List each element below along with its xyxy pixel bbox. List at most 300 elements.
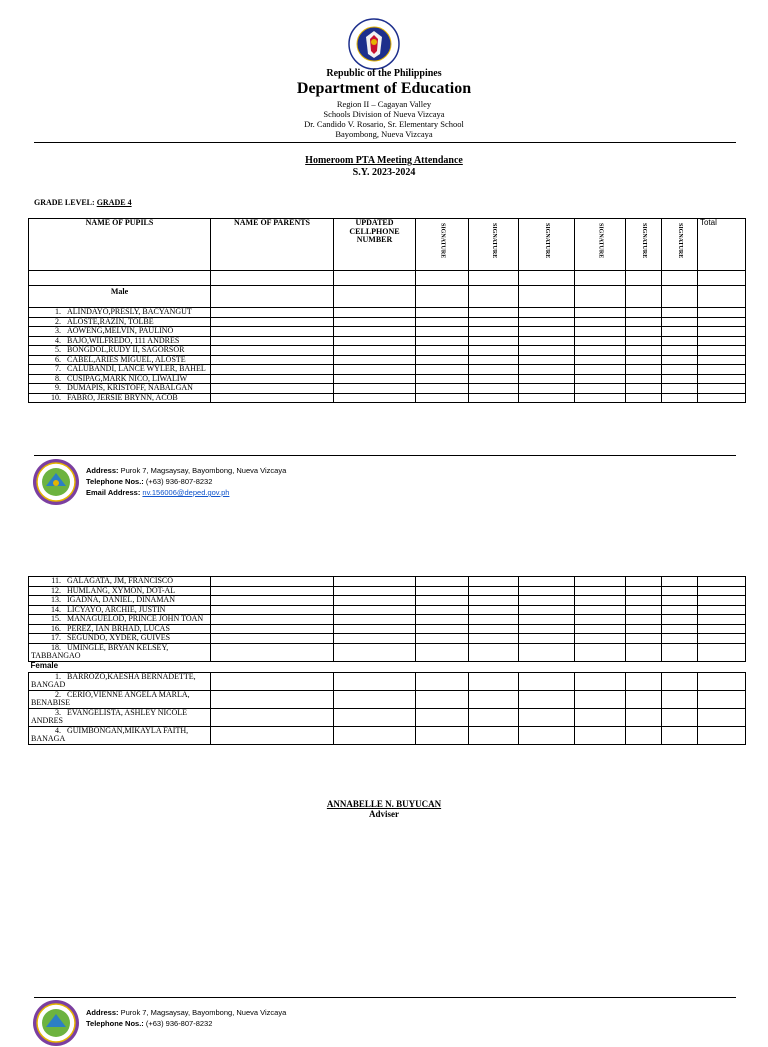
empty-cell: [626, 384, 662, 394]
table-row: [29, 374, 746, 384]
empty-cell: [575, 634, 626, 644]
empty-cell: [575, 615, 626, 625]
empty-cell: [662, 690, 698, 708]
empty-cell: [334, 726, 416, 744]
empty-cell: [519, 346, 575, 356]
header-pupils: NAME OF PUPILS: [29, 219, 211, 271]
empty-cell: [662, 355, 698, 365]
empty-cell: [334, 577, 416, 587]
header-signature-1: [416, 219, 469, 271]
pupil-name: GALAGATA, JM, FRANCISCO: [67, 576, 174, 585]
empty-cell: [211, 726, 334, 744]
empty-cell: [416, 624, 469, 634]
empty-cell: [334, 317, 416, 327]
empty-cell: [698, 317, 746, 327]
empty-cell: [469, 643, 519, 661]
table-row: [29, 624, 746, 634]
empty-cell: [519, 615, 575, 625]
empty-cell: [575, 726, 626, 744]
female-list: [29, 672, 746, 744]
empty-cell: [211, 643, 334, 661]
empty-cell: [211, 596, 334, 606]
empty-cell: [626, 643, 662, 661]
empty-cell: [334, 690, 416, 708]
empty-cell: [662, 624, 698, 634]
empty-cell: [416, 336, 469, 346]
header-signature-3: [519, 219, 575, 271]
header-total: Total: [698, 219, 746, 271]
empty-cell: [698, 336, 746, 346]
empty-cell: [211, 577, 334, 587]
empty-cell: [334, 708, 416, 726]
pupil-name-cell: [29, 384, 211, 394]
pupil-name-cell: [29, 346, 211, 356]
empty-cell: [416, 586, 469, 596]
empty-cell: [662, 308, 698, 318]
empty-cell: [334, 365, 416, 375]
empty-cell: [698, 586, 746, 596]
empty-cell: [334, 374, 416, 384]
table-row: [29, 577, 746, 587]
empty-cell: [211, 355, 334, 365]
empty-cell: [519, 374, 575, 384]
empty-cell: [211, 374, 334, 384]
empty-cell: [626, 615, 662, 625]
empty-cell: [626, 624, 662, 634]
empty-cell: [698, 672, 746, 690]
school-label: Dr. Candido V. Rosario, Sr. Elementary School: [304, 119, 464, 129]
empty-cell: [575, 672, 626, 690]
pupil-number: 18.: [51, 643, 61, 652]
empty-cell: [575, 308, 626, 318]
empty-cell: [334, 393, 416, 403]
footer-divider: [34, 455, 736, 456]
empty-cell: [416, 726, 469, 744]
empty-cell: [211, 615, 334, 625]
pupil-name: UMINGLE, BRYAN KELSEY, TABBANGAO: [31, 643, 169, 660]
empty-cell: [662, 672, 698, 690]
pupil-name-cell: [29, 690, 211, 708]
pupil-name-cell: [29, 643, 211, 661]
pupil-name: CERIO,VIENNE ANGELA MARLA, BENABISE: [31, 690, 190, 707]
table-row: [29, 643, 746, 661]
empty-cell: [334, 596, 416, 606]
pupil-name-cell: [29, 336, 211, 346]
signature-label: SIGNATURE: [490, 223, 497, 259]
empty-cell: [662, 643, 698, 661]
empty-cell: [334, 384, 416, 394]
empty-cell: [575, 374, 626, 384]
empty-cell: [469, 393, 519, 403]
empty-cell: [469, 374, 519, 384]
empty-cell: [519, 327, 575, 337]
school-year: S.Y. 2023-2024: [352, 167, 416, 178]
empty-cell: [575, 708, 626, 726]
empty-cell: [334, 672, 416, 690]
male-section-label: Male: [29, 286, 211, 308]
empty-cell: [662, 327, 698, 337]
empty-cell: [575, 336, 626, 346]
male-list-page2: [29, 577, 746, 662]
empty-cell: [416, 690, 469, 708]
empty-cell: [575, 643, 626, 661]
empty-cell: [698, 624, 746, 634]
empty-cell: [662, 384, 698, 394]
empty-cell: [469, 596, 519, 606]
pupil-name: MANAGUELOD, PRINCE JOHN TOAN: [67, 614, 204, 623]
pupil-name: BARROZO,KAESHA BERNADETTE, BANGAD: [31, 672, 196, 689]
empty-cell: [575, 317, 626, 327]
empty-cell: [469, 624, 519, 634]
pupil-name-cell: [29, 596, 211, 606]
empty-cell: [519, 336, 575, 346]
empty-cell: [698, 690, 746, 708]
empty-cell: [416, 393, 469, 403]
empty-cell: [469, 384, 519, 394]
republic-label: Republic of the Philippines: [326, 68, 442, 79]
empty-cell: [626, 346, 662, 356]
empty-cell: [575, 577, 626, 587]
empty-cell: [416, 374, 469, 384]
pupil-name: CUSIPAG,MARK NICO, LIWALIW: [67, 374, 188, 383]
empty-cell: [416, 605, 469, 615]
empty-cell: [469, 708, 519, 726]
empty-cell: [416, 355, 469, 365]
empty-cell: [334, 308, 416, 318]
empty-cell: [211, 308, 334, 318]
table-row: [29, 355, 746, 365]
table-row: [29, 317, 746, 327]
address-value-2: Purok 7, Magsaysay, Bayombong, Nueva Vizcaya: [120, 1008, 287, 1017]
empty-cell: [416, 596, 469, 606]
empty-cell: [416, 615, 469, 625]
table-row: [29, 586, 746, 596]
empty-cell: [626, 634, 662, 644]
signature-label: SIGNATURE: [543, 223, 550, 259]
empty-cell: [698, 384, 746, 394]
pupil-name: BAJO,WILFREDO, 111 ANDRES: [67, 336, 180, 345]
empty-cell: [416, 672, 469, 690]
empty-cell: [469, 355, 519, 365]
table-row: [29, 346, 746, 356]
empty-cell: [698, 726, 746, 744]
table-row: [29, 708, 746, 726]
female-section-label: Female: [29, 661, 746, 672]
pupil-name-cell: [29, 624, 211, 634]
attendance-table-page2: [28, 576, 746, 745]
pupil-number: 5.: [55, 345, 61, 354]
table-row: [29, 393, 746, 403]
empty-cell: [698, 615, 746, 625]
pupil-name-cell: [29, 586, 211, 596]
pupil-name: AOWENG,MELVIN, PAULINO: [67, 326, 174, 335]
empty-cell: [334, 643, 416, 661]
pupil-name: SEGUNDO, XYDER, GUIVES: [67, 633, 171, 642]
table-row: [29, 384, 746, 394]
empty-cell: [575, 393, 626, 403]
table-row: [29, 327, 746, 337]
empty-cell: [469, 690, 519, 708]
empty-cell: [698, 577, 746, 587]
pupil-name-cell: [29, 605, 211, 615]
empty-cell: [334, 634, 416, 644]
empty-cell: [662, 393, 698, 403]
pupil-number: 15.: [51, 614, 61, 623]
pupil-number: 10.: [51, 393, 61, 402]
empty-cell: [469, 726, 519, 744]
empty-cell: [334, 605, 416, 615]
empty-cell: [626, 596, 662, 606]
address-value: Purok 7, Magsaysay, Bayombong, Nueva Vizcaya: [120, 466, 287, 475]
empty-cell: [469, 346, 519, 356]
table-row: [29, 615, 746, 625]
empty-cell: [519, 586, 575, 596]
empty-cell: [662, 317, 698, 327]
pupil-number: 7.: [55, 364, 61, 373]
empty-cell: [519, 726, 575, 744]
adviser-role: Adviser: [369, 809, 399, 819]
pupil-name: PEREZ, IAN BRHAD, LUCAS: [67, 624, 170, 633]
school-address-label: Bayombong, Nueva Vizcaya: [335, 129, 433, 139]
empty-cell: [416, 708, 469, 726]
empty-cell: [626, 708, 662, 726]
pupil-name: IGADNA, DANIEL, DINAMAN: [67, 595, 175, 604]
empty-cell: [469, 634, 519, 644]
empty-cell: [416, 634, 469, 644]
empty-cell: [469, 365, 519, 375]
empty-cell: [519, 365, 575, 375]
empty-cell: [519, 393, 575, 403]
empty-cell: [575, 586, 626, 596]
empty-cell: [416, 365, 469, 375]
deped-seal: [348, 18, 400, 70]
empty-cell: [698, 634, 746, 644]
signature-label: SIGNATURE: [597, 223, 604, 259]
empty-cell: [626, 336, 662, 346]
adviser-name: ANNABELLE N. BUYUCAN: [326, 799, 442, 809]
empty-cell: [519, 708, 575, 726]
email-label: Email Address:: [86, 488, 141, 497]
table-header-row: [29, 219, 746, 271]
empty-cell: [662, 336, 698, 346]
pupil-name-cell: [29, 634, 211, 644]
empty-cell: [626, 605, 662, 615]
empty-cell: [469, 605, 519, 615]
grade-level: [34, 198, 132, 207]
empty-cell: [519, 384, 575, 394]
table-row: [29, 690, 746, 708]
empty-cell: [698, 374, 746, 384]
signature-label: SIGNATURE: [439, 223, 446, 259]
pupil-name-cell: [29, 615, 211, 625]
empty-cell: [698, 365, 746, 375]
pupil-name: CABEL,ARIES MIGUEL, ALOSTE: [67, 355, 186, 364]
empty-cell: [662, 605, 698, 615]
empty-cell: [469, 327, 519, 337]
pupil-number: 4.: [55, 336, 61, 345]
table-row: [29, 336, 746, 346]
pupil-name: DUMAPIS, KRISTOFF, NABALGAN: [67, 383, 193, 392]
empty-cell: [698, 308, 746, 318]
pupil-number: 12.: [51, 586, 61, 595]
empty-cell: [469, 672, 519, 690]
pupil-name-cell: [29, 708, 211, 726]
empty-cell: [662, 577, 698, 587]
pupil-name-cell: [29, 577, 211, 587]
female-section-row: [29, 661, 746, 672]
pupil-number: 14.: [51, 605, 61, 614]
pupil-name: FABRO, JERSIE BRYNN, ACOB: [67, 393, 178, 402]
telephone-label: Telephone Nos.:: [86, 477, 144, 486]
pupil-name-cell: [29, 374, 211, 384]
empty-cell: [698, 346, 746, 356]
empty-cell: [575, 596, 626, 606]
pupil-name: BONGDOL,RUDY II, SAGORSOR: [67, 345, 185, 354]
empty-cell: [519, 596, 575, 606]
empty-cell: [698, 393, 746, 403]
pupil-number: 8.: [55, 374, 61, 383]
empty-cell: [662, 708, 698, 726]
table-row: [29, 634, 746, 644]
pupil-name-cell: [29, 393, 211, 403]
empty-cell: [698, 355, 746, 365]
empty-cell: [626, 365, 662, 375]
header-signature-4: [575, 219, 626, 271]
empty-cell: [662, 634, 698, 644]
table-row: [29, 596, 746, 606]
pupil-name: GUIMBONGAN,MIKAYLA FAITH, BANAGA: [31, 726, 189, 743]
empty-cell: [626, 355, 662, 365]
attendance-table-page1: [28, 218, 746, 403]
empty-cell: [469, 336, 519, 346]
empty-cell: [662, 374, 698, 384]
empty-cell: [626, 317, 662, 327]
empty-cell: [698, 596, 746, 606]
empty-cell: [626, 726, 662, 744]
empty-cell: [211, 336, 334, 346]
header-divider: [34, 142, 736, 143]
pupil-name-cell: [29, 365, 211, 375]
empty-cell: [698, 327, 746, 337]
empty-cell: [662, 596, 698, 606]
empty-cell: [626, 577, 662, 587]
empty-cell: [662, 346, 698, 356]
empty-cell: [469, 586, 519, 596]
empty-cell: [626, 586, 662, 596]
grade-level-label: GRADE LEVEL:: [34, 198, 95, 207]
signature-label: SIGNATURE: [640, 223, 647, 259]
empty-cell: [575, 624, 626, 634]
school-logo-2: [32, 999, 80, 1047]
blank-row: [29, 271, 746, 286]
empty-cell: [334, 586, 416, 596]
empty-cell: [662, 726, 698, 744]
empty-cell: [626, 327, 662, 337]
empty-cell: [519, 690, 575, 708]
pupil-name-cell: [29, 726, 211, 744]
pupil-name-cell: [29, 308, 211, 318]
empty-cell: [469, 317, 519, 327]
pupil-name-cell: [29, 355, 211, 365]
empty-cell: [698, 708, 746, 726]
header-phone: UPDATED CELLPHONE NUMBER: [334, 219, 416, 271]
empty-cell: [211, 365, 334, 375]
empty-cell: [626, 374, 662, 384]
empty-cell: [211, 327, 334, 337]
empty-cell: [211, 634, 334, 644]
empty-cell: [334, 327, 416, 337]
pupil-name: ALINDAYO,PRESLY, BACYANGUT: [67, 307, 192, 316]
table-row: [29, 726, 746, 744]
pupil-name: CALUBANDI, LANCE WYLER, BAHEL: [67, 364, 206, 373]
school-logo: [32, 458, 80, 506]
pupil-number: 9.: [55, 383, 61, 392]
empty-cell: [519, 317, 575, 327]
footer-divider-2: [34, 997, 736, 998]
empty-cell: [211, 672, 334, 690]
pupil-number: 13.: [51, 595, 61, 604]
empty-cell: [662, 586, 698, 596]
empty-cell: [211, 605, 334, 615]
region-label: Region II – Cagayan Valley: [336, 99, 432, 109]
address-label: Address:: [86, 466, 119, 475]
empty-cell: [519, 308, 575, 318]
pupil-number: 11.: [51, 576, 61, 585]
empty-cell: [416, 384, 469, 394]
empty-cell: [334, 346, 416, 356]
pupil-number: 6.: [55, 355, 61, 364]
pupil-number: 3.: [55, 708, 61, 717]
empty-cell: [211, 384, 334, 394]
table-row: [29, 672, 746, 690]
empty-cell: [469, 577, 519, 587]
empty-cell: [416, 643, 469, 661]
empty-cell: [334, 336, 416, 346]
empty-cell: [662, 615, 698, 625]
empty-cell: [519, 355, 575, 365]
pupil-name-cell: [29, 317, 211, 327]
empty-cell: [334, 355, 416, 365]
pupil-number: 17.: [51, 633, 61, 642]
empty-cell: [662, 365, 698, 375]
header-signature-6: [662, 219, 698, 271]
pupil-name-cell: [29, 672, 211, 690]
empty-cell: [334, 615, 416, 625]
header-signature-5: [626, 219, 662, 271]
table-row: [29, 365, 746, 375]
pupil-number: 4.: [55, 726, 61, 735]
grade-level-value: GRADE 4: [96, 198, 132, 207]
empty-cell: [626, 690, 662, 708]
male-list-page1: [29, 308, 746, 403]
pupil-name-cell: [29, 327, 211, 337]
footer-contact: [86, 465, 286, 498]
empty-cell: [416, 346, 469, 356]
telephone-label-2: Telephone Nos.:: [86, 1019, 144, 1028]
empty-cell: [211, 317, 334, 327]
header-signature-2: [469, 219, 519, 271]
empty-cell: [519, 672, 575, 690]
empty-cell: [575, 384, 626, 394]
empty-cell: [575, 327, 626, 337]
empty-cell: [626, 393, 662, 403]
empty-cell: [575, 365, 626, 375]
empty-cell: [211, 708, 334, 726]
email-link[interactable]: nv.156006@deped.gov.ph: [142, 488, 230, 497]
department-title: Department of Education: [296, 80, 472, 97]
empty-cell: [575, 355, 626, 365]
empty-cell: [698, 605, 746, 615]
